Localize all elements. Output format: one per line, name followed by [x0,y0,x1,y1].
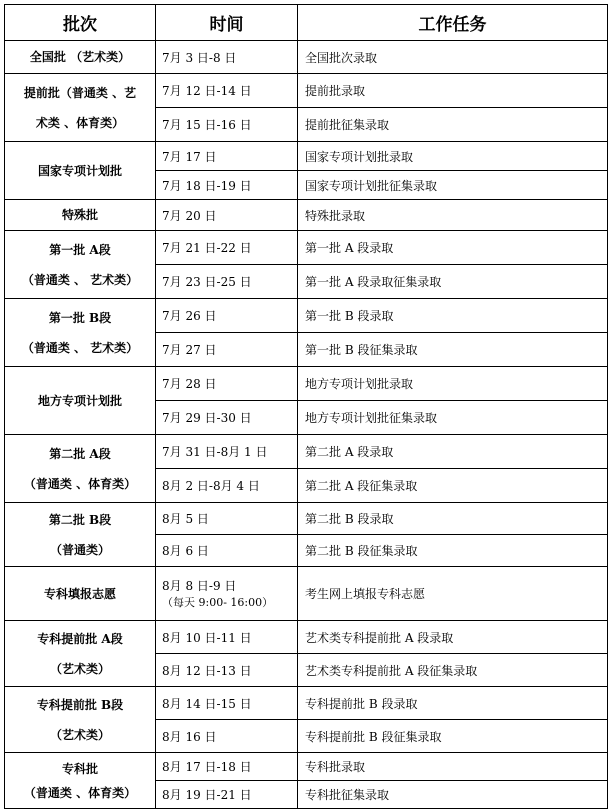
batch-label: 第二批 B段 [48,512,112,527]
batch-label-sub: （普通类 、体育类） [23,785,137,800]
task-cell: 艺术类专科提前批 A 段录取 [298,621,608,654]
table-row [5,142,608,171]
time-cell: 8月 14 日-15 日 [156,687,298,720]
time-cell: 8月 2 日-8月 4 日 [156,469,298,503]
task-cell: 专科提前批 B 段录取 [298,687,608,720]
admission-schedule-table [4,4,608,809]
batch-label-sub: （普通类） [49,542,110,557]
batch-cell [5,503,156,567]
time-cell: 8月 19 日-21 日 [156,781,298,809]
task-cell: 艺术类专科提前批 A 段征集录取 [298,654,608,687]
task-cell: 国家专项计划批录取 [298,142,608,171]
task-cell: 地方专项计划批征集录取 [298,401,608,435]
table-row [5,753,608,781]
time-cell [156,567,298,621]
task-cell: 考生网上填报专科志愿 [298,567,608,621]
header-batch: 批次 [5,5,156,41]
table-row [5,200,608,231]
batch-label: 第二批 A段 [49,446,111,461]
table-row [5,567,608,621]
batch-label: 专科批 [61,761,98,776]
table-row [5,74,608,108]
batch-label: 全国批 （艺术类） [29,50,131,64]
batch-label-sub: 术类 、体育类） [35,115,125,130]
batch-label-sub: （普通类 、体育类） [23,476,137,491]
task-cell: 地方专项计划批录取 [298,367,608,401]
batch-cell [5,41,156,74]
batch-label-sub: （普通类 、 艺术类） [21,272,139,287]
batch-cell [5,200,156,231]
time-cell: 7月 28 日 [156,367,298,401]
table-row [5,41,608,74]
batch-cell [5,74,156,142]
time-cell: 7月 21 日-22 日 [156,231,298,265]
batch-label: 第一批 B段 [48,310,112,325]
batch-cell [5,231,156,299]
batch-label-sub: （普通类 、 艺术类） [21,340,139,355]
batch-label: 地方专项计划批 [37,393,122,408]
batch-label: 第一批 A段 [49,242,111,257]
time-cell: 8月 10 日-11 日 [156,621,298,654]
table-row [5,435,608,469]
task-cell: 第一批 A 段录取 [298,231,608,265]
time-cell: 7月 15 日-16 日 [156,108,298,142]
time-cell: 8月 5 日 [156,503,298,535]
time-cell: 7月 26 日 [156,299,298,333]
time-note: （每天 9:00- 16:00） [162,596,274,609]
task-cell: 第二批 A 段征集录取 [298,469,608,503]
header-row [5,5,608,41]
time-cell: 7月 31 日-8月 1 日 [156,435,298,469]
time-cell: 7月 12 日-14 日 [156,74,298,108]
batch-label-sub: （艺术类） [49,727,110,742]
time-cell: 7月 20 日 [156,200,298,231]
task-cell: 提前批录取 [298,74,608,108]
table-row [5,503,608,535]
batch-label: 专科提前批 B段 [36,697,124,712]
task-cell: 第一批 A 段录取征集录取 [298,265,608,299]
batch-cell [5,621,156,687]
time-cell: 7月 23 日-25 日 [156,265,298,299]
batch-label: 特殊批 [61,208,98,222]
time-cell: 7月 29 日-30 日 [156,401,298,435]
time-cell: 7月 3 日-8 日 [156,41,298,74]
batch-cell [5,299,156,367]
header-task: 工作任务 [298,5,608,41]
time-cell: 8月 17 日-18 日 [156,753,298,781]
task-cell: 专科批录取 [298,753,608,781]
task-cell: 第一批 B 段录取 [298,299,608,333]
batch-cell [5,142,156,200]
task-cell: 第一批 B 段征集录取 [298,333,608,367]
batch-label-sub: （艺术类） [49,661,110,676]
table-row [5,687,608,720]
task-cell: 提前批征集录取 [298,108,608,142]
batch-label: 专科填报志愿 [43,586,116,601]
task-cell: 第二批 B 段录取 [298,503,608,535]
task-cell: 国家专项计划批征集录取 [298,171,608,200]
task-cell: 第二批 B 段征集录取 [298,535,608,567]
time-cell: 8月 12 日-13 日 [156,654,298,687]
time-cell: 7月 18 日-19 日 [156,171,298,200]
batch-cell [5,753,156,809]
task-cell: 全国批次录取 [298,41,608,74]
batch-cell [5,567,156,621]
time-cell: 7月 17 日 [156,142,298,171]
batch-cell [5,435,156,503]
batch-cell [5,687,156,753]
time-cell: 8月 6 日 [156,535,298,567]
table-row [5,299,608,333]
table-row [5,367,608,401]
time-cell: 8月 16 日 [156,720,298,753]
batch-cell [5,367,156,435]
batch-label: 提前批（普通类 、艺 [23,85,137,100]
table-row [5,621,608,654]
time-cell: 7月 27 日 [156,333,298,367]
batch-label: 国家专项计划批 [37,163,122,178]
task-cell: 特殊批录取 [298,200,608,231]
table-row [5,231,608,265]
header-time: 时间 [156,5,298,41]
batch-label: 专科提前批 A段 [37,631,123,646]
task-cell: 专科批征集录取 [298,781,608,809]
task-cell: 专科提前批 B 段征集录取 [298,720,608,753]
task-cell: 第二批 A 段录取 [298,435,608,469]
time-text: 8月 8 日-9 日 [162,579,237,593]
